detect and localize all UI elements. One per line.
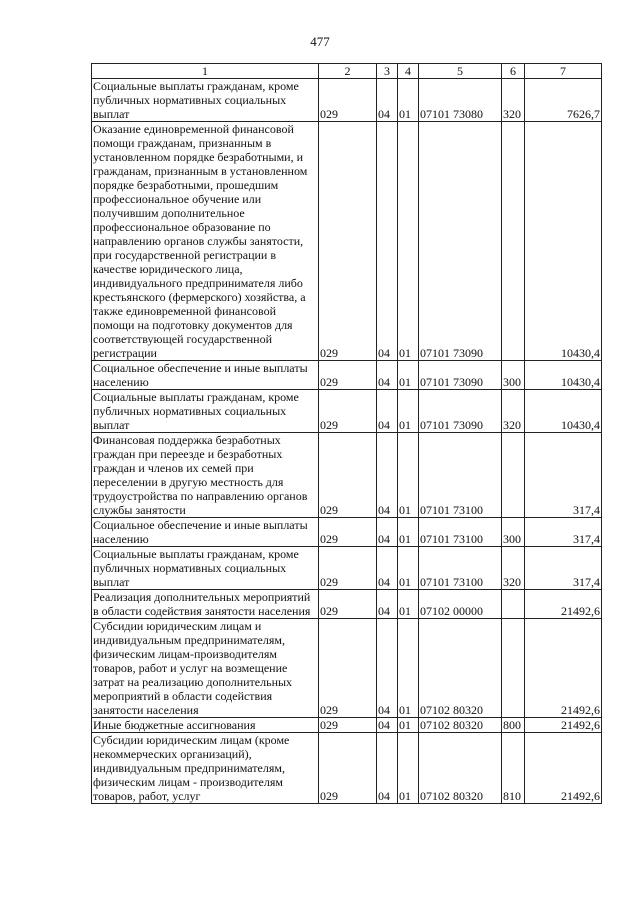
row-target-article: 07101 73090 xyxy=(419,361,502,390)
row-amount: 10430,4 xyxy=(525,390,602,433)
row-name: Социальное обеспечение и иные выплаты населению xyxy=(92,361,319,390)
row-ministry-code: 029 xyxy=(319,433,377,518)
row-expense-type: 320 xyxy=(502,547,525,590)
page-number: 477 xyxy=(310,34,330,49)
row-target-article: 07102 80320 xyxy=(419,718,502,733)
row-subsection-code: 01 xyxy=(398,390,419,433)
table-row xyxy=(92,79,602,122)
row-subsection-code: 01 xyxy=(398,518,419,547)
row-name: Оказание единовременной финансовой помощи гражданам, признанным в установленном порядке безработными, и гражданам, признанным в установленном порядке безработными, прошедшим профессиональное обучение или получившим дополнительное профессиональное образование по направлению органов службы занятости, при государственной регистрации в качестве юридического лица, индивидуального предпринимателя либо крестьянского (фермерского) хозяйства, а также единовременной финансовой помощи на подготовку документов для соответствующей государственной регистрации xyxy=(92,122,319,361)
row-name: Иные бюджетные ассигнования xyxy=(92,718,319,733)
row-amount: 317,4 xyxy=(525,518,602,547)
row-ministry-code: 029 xyxy=(319,518,377,547)
row-expense-type: 300 xyxy=(502,518,525,547)
row-ministry-code: 029 xyxy=(319,619,377,718)
row-ministry-code: 029 xyxy=(319,718,377,733)
header-col-5: 5 xyxy=(419,64,502,79)
row-amount: 317,4 xyxy=(525,433,602,518)
row-amount: 7626,7 xyxy=(525,79,602,122)
row-section-code: 04 xyxy=(377,590,398,619)
row-ministry-code: 029 xyxy=(319,390,377,433)
table-row xyxy=(92,122,602,361)
row-expense-type xyxy=(502,619,525,718)
row-target-article: 07101 73100 xyxy=(419,547,502,590)
row-ministry-code: 029 xyxy=(319,361,377,390)
row-subsection-code: 01 xyxy=(398,547,419,590)
table-row xyxy=(92,619,602,718)
row-subsection-code: 01 xyxy=(398,79,419,122)
table-row xyxy=(92,433,602,518)
row-ministry-code: 029 xyxy=(319,122,377,361)
row-ministry-code: 029 xyxy=(319,547,377,590)
table-row xyxy=(92,547,602,590)
table-row xyxy=(92,361,602,390)
row-expense-type: 300 xyxy=(502,361,525,390)
table-row xyxy=(92,518,602,547)
table-row xyxy=(92,390,602,433)
row-name: Социальные выплаты гражданам, кроме публичных нормативных социальных выплат xyxy=(92,547,319,590)
row-target-article: 07102 80320 xyxy=(419,733,502,804)
row-target-article: 07101 73090 xyxy=(419,122,502,361)
row-target-article: 07102 00000 xyxy=(419,590,502,619)
row-name: Реализация дополнительных мероприятий в области содействия занятости населения xyxy=(92,590,319,619)
row-amount: 317,4 xyxy=(525,547,602,590)
row-expense-type xyxy=(502,433,525,518)
row-subsection-code: 01 xyxy=(398,733,419,804)
row-amount: 10430,4 xyxy=(525,122,602,361)
row-section-code: 04 xyxy=(377,733,398,804)
budget-table xyxy=(91,63,602,804)
row-section-code: 04 xyxy=(377,79,398,122)
header-col-2: 2 xyxy=(319,64,377,79)
row-expense-type xyxy=(502,122,525,361)
table-header-row xyxy=(92,64,602,79)
row-subsection-code: 01 xyxy=(398,590,419,619)
row-expense-type xyxy=(502,590,525,619)
row-amount: 21492,6 xyxy=(525,733,602,804)
row-amount: 21492,6 xyxy=(525,619,602,718)
header-col-1: 1 xyxy=(92,64,319,79)
row-name: Социальные выплаты гражданам, кроме публичных нормативных социальных выплат xyxy=(92,79,319,122)
row-target-article: 07102 80320 xyxy=(419,619,502,718)
row-section-code: 04 xyxy=(377,619,398,718)
table-row xyxy=(92,718,602,733)
row-section-code: 04 xyxy=(377,390,398,433)
row-subsection-code: 01 xyxy=(398,361,419,390)
row-expense-type: 800 xyxy=(502,718,525,733)
row-expense-type: 320 xyxy=(502,390,525,433)
row-expense-type: 320 xyxy=(502,79,525,122)
header-col-7: 7 xyxy=(525,64,602,79)
row-target-article: 07101 73080 xyxy=(419,79,502,122)
row-name: Субсидии юридическим лицам и индивидуальным предпринимателям, физическим лицам-производителям товаров, работ и услуг на возмещение затрат на реализацию дополнительных мероприятий в области содействия занятости населения xyxy=(92,619,319,718)
header-col-3: 3 xyxy=(377,64,398,79)
row-expense-type: 810 xyxy=(502,733,525,804)
row-name: Социальное обеспечение и иные выплаты населению xyxy=(92,518,319,547)
table-row xyxy=(92,590,602,619)
row-section-code: 04 xyxy=(377,122,398,361)
row-subsection-code: 01 xyxy=(398,619,419,718)
row-ministry-code: 029 xyxy=(319,79,377,122)
row-target-article: 07101 73100 xyxy=(419,433,502,518)
row-ministry-code: 029 xyxy=(319,733,377,804)
row-name: Финансовая поддержка безработных граждан при переезде и безработных граждан и членов их семей при переселении в другую местность для трудоустройства по направлению органов службы занятости xyxy=(92,433,319,518)
row-amount: 21492,6 xyxy=(525,718,602,733)
row-section-code: 04 xyxy=(377,547,398,590)
header-col-4: 4 xyxy=(398,64,419,79)
row-section-code: 04 xyxy=(377,433,398,518)
row-name: Социальные выплаты гражданам, кроме публичных нормативных социальных выплат xyxy=(92,390,319,433)
row-target-article: 07101 73100 xyxy=(419,518,502,547)
row-section-code: 04 xyxy=(377,718,398,733)
row-name: Субсидии юридическим лицам (кроме некоммерческих организаций), индивидуальным предпринимателям, физическим лицам - производителям товаров, работ, услуг xyxy=(92,733,319,804)
row-section-code: 04 xyxy=(377,361,398,390)
row-amount: 21492,6 xyxy=(525,590,602,619)
row-subsection-code: 01 xyxy=(398,433,419,518)
row-subsection-code: 01 xyxy=(398,718,419,733)
row-subsection-code: 01 xyxy=(398,122,419,361)
row-section-code: 04 xyxy=(377,518,398,547)
row-amount: 10430,4 xyxy=(525,361,602,390)
header-col-6: 6 xyxy=(502,64,525,79)
table-row xyxy=(92,733,602,804)
row-target-article: 07101 73090 xyxy=(419,390,502,433)
row-ministry-code: 029 xyxy=(319,590,377,619)
